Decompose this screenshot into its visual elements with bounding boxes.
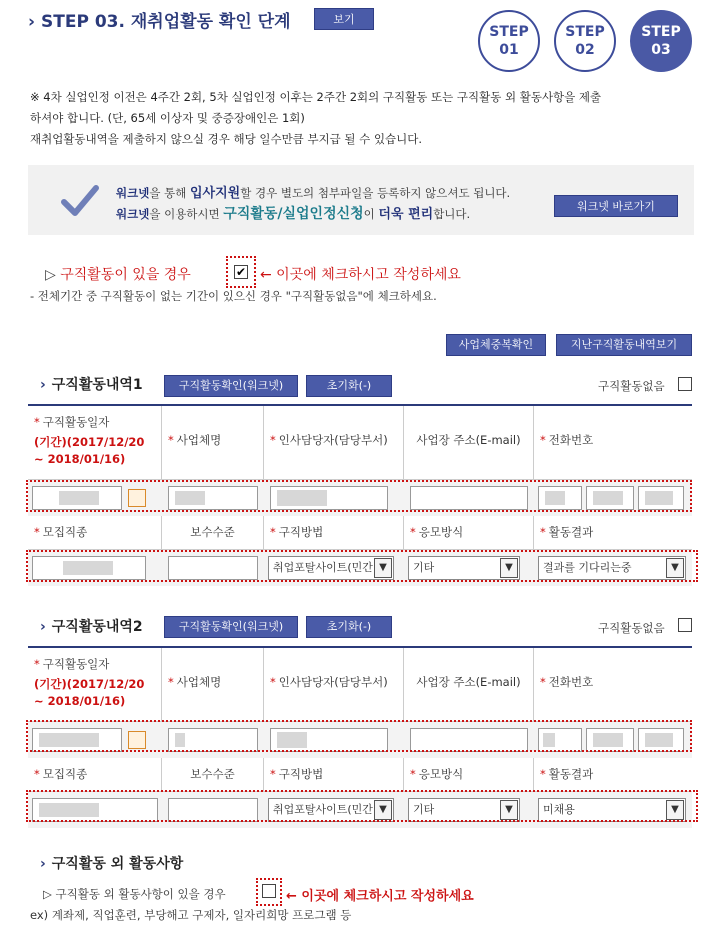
- header-label: 보수수준: [190, 767, 235, 781]
- chevron-down-icon: ▼: [500, 800, 518, 820]
- header-label: 전화번호: [548, 675, 594, 689]
- chevron-right-icon: ›: [40, 377, 46, 393]
- worknet-brand: 워크넷: [116, 207, 150, 221]
- step-label: STEP: [641, 24, 681, 40]
- step-number: 01: [499, 42, 519, 58]
- highlight-box: [26, 480, 692, 512]
- hint-arrow-text: ← 이곳에 체크하시고 작성하세요: [260, 267, 461, 283]
- worknet-highlight: 더욱 편리: [378, 207, 434, 222]
- section-title-text: 구직활동 외 활동사항: [51, 856, 184, 872]
- chevron-down-icon: ▼: [666, 800, 684, 820]
- select-value: 기타: [413, 803, 435, 816]
- worknet-text-part: 을 이용하시면: [149, 207, 224, 221]
- header-salary: [162, 516, 264, 550]
- section-title: [40, 374, 143, 394]
- activity-checkbox[interactable]: ✔: [235, 265, 247, 279]
- step-label: STEP: [565, 24, 605, 40]
- notice-line: ※ 4차 실업인정 이전은 4주간 2회, 5차 실업인정 이후는 2주간 2회의 구직활동 또는 구직활동 외 활동사항을 제출: [30, 90, 602, 104]
- header-company: * 사업체명: [162, 406, 264, 480]
- page-title: [28, 7, 291, 32]
- select-value: 기타: [413, 561, 435, 574]
- period-text: (기간)(2017/12/20: [34, 677, 145, 691]
- select-value: 미채용: [543, 803, 575, 816]
- section-title: [40, 616, 143, 636]
- hint-text: 구직활동이 있을 경우: [60, 267, 191, 283]
- worknet-highlight: 구직활동/실업인정신청: [223, 206, 364, 222]
- no-activity-checkbox[interactable]: [678, 618, 692, 632]
- header-label: 응모방식: [418, 525, 464, 539]
- header-label: 활동결과: [548, 767, 594, 781]
- notice-text: [30, 87, 692, 150]
- header-method: * 구직방법: [264, 758, 404, 792]
- no-activity-label: 구직활동없음: [598, 379, 665, 393]
- header-label: 인사담당자(담당부서): [278, 433, 388, 447]
- header-result: * 활동결과: [534, 516, 692, 550]
- section-title: [40, 853, 183, 873]
- duplicate-check-button[interactable]: 사업체중복확인: [446, 334, 546, 356]
- header-apply: * 응모방식: [404, 758, 534, 792]
- highlight-box: [26, 790, 698, 822]
- chevron-right-icon: ›: [40, 619, 46, 635]
- worknet-confirm-button[interactable]: 구직활동확인(워크넷): [164, 375, 298, 397]
- header-hr: * 인사담당자(담당부서): [264, 406, 404, 480]
- header-label: 보수수준: [190, 525, 235, 539]
- worknet-text: [116, 183, 510, 225]
- chevron-down-icon: ▼: [500, 558, 518, 578]
- step-02-indicator: [554, 10, 616, 72]
- header-label: 전화번호: [548, 433, 594, 447]
- highlight-box: [26, 720, 692, 752]
- header-label: 활동결과: [548, 525, 594, 539]
- worknet-text-part: 이: [363, 207, 379, 221]
- header-salary: [162, 758, 264, 792]
- step-number: 03: [651, 42, 671, 58]
- header-label: 구직활동일자: [42, 657, 110, 671]
- period-text: ~ 2018/01/16): [34, 452, 126, 466]
- header-phone: * 전화번호: [534, 406, 692, 480]
- header-date: * 구직활동일자 (기간)(2017/12/20 ~ 2018/01/16): [28, 406, 162, 480]
- step-label: STEP: [489, 24, 529, 40]
- other-hint-text: ▷ 구직활동 외 활동사항이 있을 경우: [43, 887, 226, 901]
- header-method: * 구직방법: [264, 516, 404, 550]
- worknet-text-part: 을 통해: [149, 186, 190, 200]
- header-label: 사업체명: [176, 675, 222, 689]
- header-job: * 모집직종: [28, 758, 162, 792]
- chevron-down-icon: ▼: [374, 800, 392, 820]
- worknet-brand: 워크넷: [116, 186, 150, 200]
- header-label: 구직방법: [278, 525, 324, 539]
- section-title-text: 구직활동내역2: [51, 619, 143, 635]
- checkmark-icon: [60, 180, 100, 220]
- header-address: [404, 648, 534, 722]
- select-value: 결과를 기다리는중: [543, 561, 632, 574]
- step-03-indicator: [630, 10, 692, 72]
- notice-line: 재취업활동내역을 제출하지 않으실 경우 해당 일수만큼 부지급 될 수 있습니다.: [30, 132, 423, 146]
- worknet-shortcut-button[interactable]: 워크넷 바로가기: [554, 195, 678, 217]
- reset-button[interactable]: 초기화(-): [306, 616, 392, 638]
- past-activity-button[interactable]: 지난구직활동내역보기: [556, 334, 692, 356]
- header-label: 구직방법: [278, 767, 324, 781]
- chevron-down-icon: ▼: [666, 558, 684, 578]
- header-label: 모집직종: [42, 525, 88, 539]
- page-title-text: STEP 03. 재취업활동 확인 단계: [41, 12, 291, 32]
- header-label: 사업체명: [176, 433, 222, 447]
- header-label: 인사담당자(담당부서): [278, 675, 388, 689]
- header-result: * 활동결과: [534, 758, 692, 792]
- worknet-confirm-button[interactable]: 구직활동확인(워크넷): [164, 616, 298, 638]
- highlight-box: [26, 550, 698, 582]
- chevron-right-icon: ›: [40, 856, 46, 872]
- header-company: * 사업체명: [162, 648, 264, 722]
- worknet-text-part: 합니다.: [433, 207, 471, 221]
- no-activity-checkbox[interactable]: [678, 377, 692, 391]
- notice-line: 하셔야 합니다. (단, 65세 이상자 및 중증장애인은 1회): [30, 111, 305, 125]
- header-address: [404, 406, 534, 480]
- select-value: 취업포탈사이트(민간: [273, 803, 373, 816]
- header-date: * 구직활동일자 (기간)(2017/12/20 ~ 2018/01/16): [28, 648, 162, 722]
- header-job: * 모집직종: [28, 516, 162, 550]
- header-label: 구직활동일자: [42, 415, 110, 429]
- period-text: ~ 2018/01/16): [34, 694, 126, 708]
- view-button[interactable]: 보기: [314, 8, 374, 30]
- reset-button[interactable]: 초기화(-): [306, 375, 392, 397]
- header-phone: * 전화번호: [534, 648, 692, 722]
- header-label: 모집직종: [42, 767, 88, 781]
- no-activity-label: 구직활동없음: [598, 621, 665, 635]
- step-01-indicator: [478, 10, 540, 72]
- hint-sub-text: - 전체기간 중 구직활동이 없는 기간이 있으신 경우 "구직활동없음"에 체크하세요.: [30, 289, 437, 303]
- hint-arrow-text: ← 이곳에 체크하시고 작성하세요: [286, 889, 474, 904]
- header-label: 사업장 주소(E-mail): [416, 433, 521, 447]
- header-apply: * 응모방식: [404, 516, 534, 550]
- worknet-text-part: 할 경우 별도의 첨부파일을 등록하지 않으셔도 됩니다.: [240, 186, 511, 200]
- chevron-right-icon: ›: [28, 12, 36, 32]
- period-text: (기간)(2017/12/20: [34, 435, 145, 449]
- other-example-text: ex) 계좌제, 직업훈련, 부당해고 구제자, 일자리희망 프로그램 등: [30, 908, 352, 922]
- other-activity-checkbox[interactable]: [262, 884, 276, 898]
- header-label: 응모방식: [418, 767, 464, 781]
- step-number: 02: [575, 42, 595, 58]
- activity-hint: [45, 264, 191, 284]
- header-label: 사업장 주소(E-mail): [416, 675, 521, 689]
- section-title-text: 구직활동내역1: [51, 377, 143, 393]
- chevron-down-icon: ▼: [374, 558, 392, 578]
- header-hr: * 인사담당자(담당부서): [264, 648, 404, 722]
- triangle-icon: ▷: [45, 267, 61, 283]
- worknet-highlight: 입사지원: [189, 186, 241, 201]
- select-value: 취업포탈사이트(민간: [273, 561, 373, 574]
